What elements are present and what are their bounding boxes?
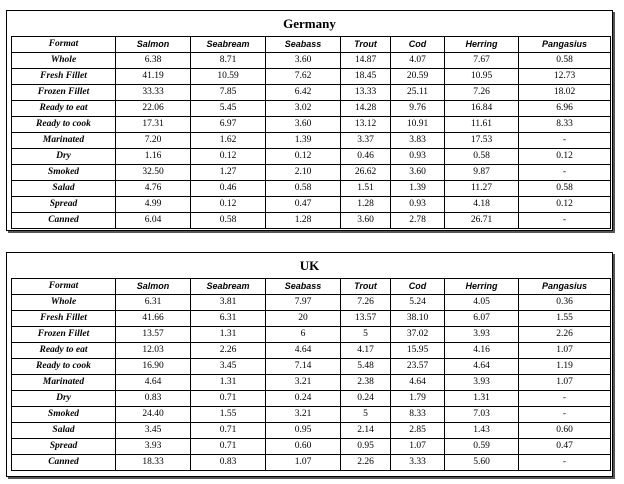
uk-table-body: [12, 295, 611, 471]
table-cell: 37.02: [391, 327, 445, 343]
table-cell: 4.76: [116, 181, 191, 197]
table-cell: 11.27: [445, 181, 519, 197]
table-cell: 3.45: [191, 359, 266, 375]
table-row: [12, 165, 611, 181]
table-row: [12, 295, 611, 311]
uk-header-pangasius: Pangasius: [519, 279, 611, 295]
table-cell: 3.93: [445, 327, 519, 343]
table-cell: 3.33: [391, 455, 445, 471]
table-cell: 5: [341, 327, 391, 343]
table-cell: 0.58: [519, 181, 611, 197]
germany-header-cod: Cod: [391, 37, 445, 53]
row-format-label: Salad: [12, 423, 116, 439]
table-row: [12, 117, 611, 133]
table-cell: 0.59: [445, 439, 519, 455]
table-cell: 1.31: [191, 375, 266, 391]
table-row: [12, 391, 611, 407]
table-row: [12, 423, 611, 439]
uk-title: UK: [299, 258, 320, 273]
row-format-label: Canned: [12, 213, 116, 229]
uk-panel: [6, 252, 613, 477]
table-cell: 3.93: [116, 439, 191, 455]
table-cell: 3.45: [116, 423, 191, 439]
germany-header-herring: Herring: [445, 37, 519, 53]
table-cell: 0.60: [519, 423, 611, 439]
row-format-label: Frozen Fillet: [12, 85, 116, 101]
table-cell: 11.61: [445, 117, 519, 133]
table-cell: 26.62: [341, 165, 391, 181]
table-cell: 0.12: [519, 149, 611, 165]
table-row: [12, 359, 611, 375]
table-cell: 1.16: [116, 149, 191, 165]
table-cell: -: [519, 165, 611, 181]
table-cell: 2.26: [519, 327, 611, 343]
row-format-label: Whole: [12, 53, 116, 69]
row-format-label: Marinated: [12, 133, 116, 149]
table-row: [12, 149, 611, 165]
table-row: [12, 213, 611, 229]
table-cell: 9.76: [391, 101, 445, 117]
germany-title: Germany: [283, 16, 336, 31]
table-cell: -: [519, 391, 611, 407]
table-cell: 0.60: [266, 439, 341, 455]
table-cell: 7.26: [445, 85, 519, 101]
table-cell: 13.57: [116, 327, 191, 343]
row-format-label: Smoked: [12, 165, 116, 181]
uk-table: [11, 278, 611, 471]
table-cell: 12.73: [519, 69, 611, 85]
table-cell: 7.62: [266, 69, 341, 85]
table-cell: 2.10: [266, 165, 341, 181]
table-cell: 10.91: [391, 117, 445, 133]
table-cell: 10.95: [445, 69, 519, 85]
table-cell: 6.42: [266, 85, 341, 101]
table-cell: 7.85: [191, 85, 266, 101]
table-cell: 7.20: [116, 133, 191, 149]
table-cell: 0.36: [519, 295, 611, 311]
table-cell: 3.21: [266, 375, 341, 391]
germany-header-row: [12, 37, 611, 53]
table-cell: 7.97: [266, 295, 341, 311]
row-format-label: Ready to eat: [12, 101, 116, 117]
uk-header-seabream: Seabream: [191, 279, 266, 295]
table-cell: 33.33: [116, 85, 191, 101]
table-cell: 2.26: [341, 455, 391, 471]
table-cell: 0.58: [445, 149, 519, 165]
row-format-label: Marinated: [12, 375, 116, 391]
table-cell: 0.58: [519, 53, 611, 69]
table-row: [12, 407, 611, 423]
table-cell: 18.45: [341, 69, 391, 85]
table-cell: 24.40: [116, 407, 191, 423]
table-cell: 17.31: [116, 117, 191, 133]
table-cell: 1.07: [391, 439, 445, 455]
table-cell: 6.38: [116, 53, 191, 69]
table-cell: 26.71: [445, 213, 519, 229]
table-cell: 0.12: [519, 197, 611, 213]
table-cell: 6.97: [191, 117, 266, 133]
table-row: [12, 197, 611, 213]
table-cell: 3.81: [191, 295, 266, 311]
table-cell: 20.59: [391, 69, 445, 85]
table-cell: 7.67: [445, 53, 519, 69]
uk-header-salmon: Salmon: [116, 279, 191, 295]
table-row: [12, 85, 611, 101]
table-cell: 32.50: [116, 165, 191, 181]
table-row: [12, 439, 611, 455]
table-cell: 0.46: [341, 149, 391, 165]
table-cell: 1.79: [391, 391, 445, 407]
table-cell: 1.31: [445, 391, 519, 407]
table-cell: 14.87: [341, 53, 391, 69]
table-cell: 41.19: [116, 69, 191, 85]
table-cell: 1.31: [191, 327, 266, 343]
table-cell: 14.28: [341, 101, 391, 117]
table-cell: 8.33: [519, 117, 611, 133]
table-row: [12, 53, 611, 69]
table-cell: 1.07: [266, 455, 341, 471]
table-cell: 6: [266, 327, 341, 343]
table-cell: 4.64: [266, 343, 341, 359]
table-cell: 6.96: [519, 101, 611, 117]
uk-header-row: [12, 279, 611, 295]
table-cell: 3.02: [266, 101, 341, 117]
table-cell: 16.84: [445, 101, 519, 117]
table-row: [12, 375, 611, 391]
table-cell: 0.12: [266, 149, 341, 165]
germany-panel: [6, 10, 613, 231]
table-cell: 4.99: [116, 197, 191, 213]
table-cell: 13.33: [341, 85, 391, 101]
table-cell: 1.28: [341, 197, 391, 213]
table-cell: 8.71: [191, 53, 266, 69]
table-cell: 16.90: [116, 359, 191, 375]
table-row: [12, 69, 611, 85]
table-cell: 8.33: [391, 407, 445, 423]
table-cell: 0.71: [191, 439, 266, 455]
table-cell: 1.62: [191, 133, 266, 149]
table-cell: 18.02: [519, 85, 611, 101]
table-cell: 0.12: [191, 149, 266, 165]
table-cell: 10.59: [191, 69, 266, 85]
table-cell: 7.26: [341, 295, 391, 311]
table-cell: 12.03: [116, 343, 191, 359]
uk-header-trout: Trout: [341, 279, 391, 295]
table-cell: 0.24: [341, 391, 391, 407]
table-cell: 4.07: [391, 53, 445, 69]
table-cell: 4.64: [116, 375, 191, 391]
table-cell: 0.58: [266, 181, 341, 197]
row-format-label: Ready to cook: [12, 359, 116, 375]
germany-table-body: [12, 53, 611, 229]
table-cell: -: [519, 455, 611, 471]
row-format-label: Canned: [12, 455, 116, 471]
germany-header-format: Format: [12, 37, 116, 53]
uk-header-seabass: Seabass: [266, 279, 341, 295]
row-format-label: Whole: [12, 295, 116, 311]
table-cell: 1.43: [445, 423, 519, 439]
table-cell: 0.95: [341, 439, 391, 455]
table-row: [12, 133, 611, 149]
row-format-label: Salad: [12, 181, 116, 197]
table-cell: 5.48: [341, 359, 391, 375]
table-row: [12, 343, 611, 359]
table-cell: 5.24: [391, 295, 445, 311]
table-cell: 25.11: [391, 85, 445, 101]
table-cell: 0.83: [191, 455, 266, 471]
table-cell: 6.31: [116, 295, 191, 311]
table-cell: 5.45: [191, 101, 266, 117]
row-format-label: Ready to eat: [12, 343, 116, 359]
table-row: [12, 311, 611, 327]
row-format-label: Spread: [12, 439, 116, 455]
table-cell: 6.31: [191, 311, 266, 327]
row-format-label: Frozen Fillet: [12, 327, 116, 343]
table-cell: 20: [266, 311, 341, 327]
table-cell: 0.46: [191, 181, 266, 197]
table-cell: 0.83: [116, 391, 191, 407]
table-cell: 2.85: [391, 423, 445, 439]
table-cell: 2.78: [391, 213, 445, 229]
table-cell: 2.14: [341, 423, 391, 439]
table-cell: 1.19: [519, 359, 611, 375]
table-cell: 4.17: [341, 343, 391, 359]
table-cell: 0.71: [191, 391, 266, 407]
table-row: [12, 455, 611, 471]
table-cell: 0.47: [519, 439, 611, 455]
table-cell: 15.95: [391, 343, 445, 359]
table-cell: 41.66: [116, 311, 191, 327]
table-cell: 1.55: [519, 311, 611, 327]
table-cell: 2.38: [341, 375, 391, 391]
table-row: [12, 101, 611, 117]
table-cell: 13.57: [341, 311, 391, 327]
table-cell: 17.53: [445, 133, 519, 149]
uk-header-herring: Herring: [445, 279, 519, 295]
table-cell: 3.21: [266, 407, 341, 423]
germany-table: [11, 36, 611, 229]
row-format-label: Smoked: [12, 407, 116, 423]
table-cell: -: [519, 213, 611, 229]
table-cell: 0.93: [391, 197, 445, 213]
table-cell: 3.60: [266, 53, 341, 69]
table-cell: 1.55: [191, 407, 266, 423]
table-cell: 4.16: [445, 343, 519, 359]
table-cell: 6.07: [445, 311, 519, 327]
table-cell: 0.58: [191, 213, 266, 229]
table-cell: 3.60: [341, 213, 391, 229]
table-cell: 1.39: [266, 133, 341, 149]
table-cell: 0.12: [191, 197, 266, 213]
row-format-label: Spread: [12, 197, 116, 213]
table-cell: 4.05: [445, 295, 519, 311]
table-cell: 4.64: [445, 359, 519, 375]
row-format-label: Ready to cook: [12, 117, 116, 133]
table-cell: 3.60: [266, 117, 341, 133]
table-row: [12, 327, 611, 343]
table-cell: 2.26: [191, 343, 266, 359]
germany-header-trout: Trout: [341, 37, 391, 53]
table-cell: 6.04: [116, 213, 191, 229]
table-cell: 0.95: [266, 423, 341, 439]
table-cell: 13.12: [341, 117, 391, 133]
table-cell: 0.93: [391, 149, 445, 165]
germany-header-salmon: Salmon: [116, 37, 191, 53]
uk-header-format: Format: [12, 279, 116, 295]
table-cell: 0.47: [266, 197, 341, 213]
table-cell: 3.37: [341, 133, 391, 149]
table-cell: 23.57: [391, 359, 445, 375]
table-cell: 5.60: [445, 455, 519, 471]
table-cell: 3.93: [445, 375, 519, 391]
table-cell: 1.27: [191, 165, 266, 181]
table-cell: 4.18: [445, 197, 519, 213]
table-cell: 3.60: [391, 165, 445, 181]
table-cell: 1.51: [341, 181, 391, 197]
germany-header-pangasius: Pangasius: [519, 37, 611, 53]
table-cell: 7.03: [445, 407, 519, 423]
row-format-label: Dry: [12, 391, 116, 407]
table-cell: 5: [341, 407, 391, 423]
germany-header-seabass: Seabass: [266, 37, 341, 53]
table-cell: 1.39: [391, 181, 445, 197]
table-cell: -: [519, 407, 611, 423]
table-row: [12, 181, 611, 197]
table-cell: 38.10: [391, 311, 445, 327]
table-cell: 0.24: [266, 391, 341, 407]
table-cell: 0.71: [191, 423, 266, 439]
table-cell: 22.06: [116, 101, 191, 117]
table-cell: 1.07: [519, 343, 611, 359]
uk-header-cod: Cod: [391, 279, 445, 295]
table-cell: 9.87: [445, 165, 519, 181]
table-cell: -: [519, 133, 611, 149]
table-cell: 1.07: [519, 375, 611, 391]
table-cell: 4.64: [391, 375, 445, 391]
table-cell: 18.33: [116, 455, 191, 471]
table-cell: 1.28: [266, 213, 341, 229]
table-cell: 7.14: [266, 359, 341, 375]
germany-header-seabream: Seabream: [191, 37, 266, 53]
row-format-label: Fresh Fillet: [12, 311, 116, 327]
row-format-label: Fresh Fillet: [12, 69, 116, 85]
row-format-label: Dry: [12, 149, 116, 165]
table-cell: 3.83: [391, 133, 445, 149]
